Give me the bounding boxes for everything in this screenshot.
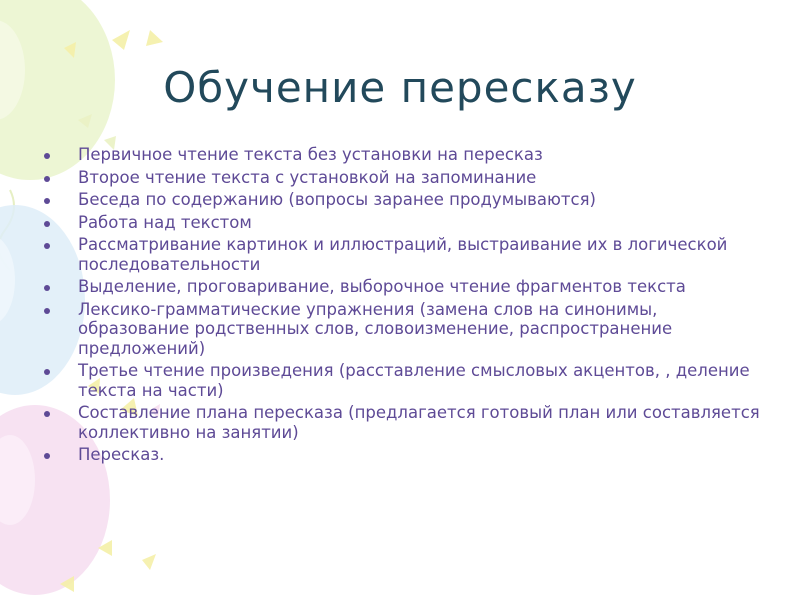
bullet-icon [44,453,50,459]
bullet-icon [44,176,50,182]
list-item [42,361,762,400]
bullet-icon [44,153,50,159]
list-item-text: Третье чтение произведения (расставление смысловых акцентов, , деление текста на части) [78,361,750,400]
list-item-text: Беседа по содержанию (вопросы заранее продумываются) [78,190,596,209]
list-item [42,403,762,442]
list-item-text: Выделение, проговаривание, выборочное чтение фрагментов текста [78,277,686,296]
slide-title: Обучение пересказу [163,63,637,112]
list-item-text: Пересказ. [78,445,165,464]
bullet-icon [44,221,50,227]
list-item [42,235,762,274]
list-item [42,168,762,188]
list-item [42,445,762,465]
list-item-text: Составление плана пересказа (предлагается готовый план или составляется коллективно на занятии) [78,403,760,442]
list-item [42,300,762,359]
bullet-icon [44,369,50,375]
list-item [42,213,762,233]
list-item-text: Первичное чтение текста без установки на пересказ [78,145,543,164]
list-item-text: Лексико-грамматические упражнения (замена слов на синонимы, образование родственных слов, словоизменение, распространение предложений) [78,299,673,358]
bullet-icon [44,308,50,314]
bullet-icon [44,198,50,204]
list-item [42,277,762,297]
list-item-text: Работа над текстом [78,212,252,232]
list-item-text: Рассматривание картинок и иллюстраций, выстраивание их в логической последовательности [78,235,728,274]
bullet-list [42,145,762,468]
bullet-icon [44,411,50,417]
list-item-text: Второе чтение текста с установкой на запоминание [78,167,537,187]
bullet-icon [44,285,50,291]
list-item [42,145,762,165]
list-item [42,190,762,210]
bullet-icon [44,243,50,249]
